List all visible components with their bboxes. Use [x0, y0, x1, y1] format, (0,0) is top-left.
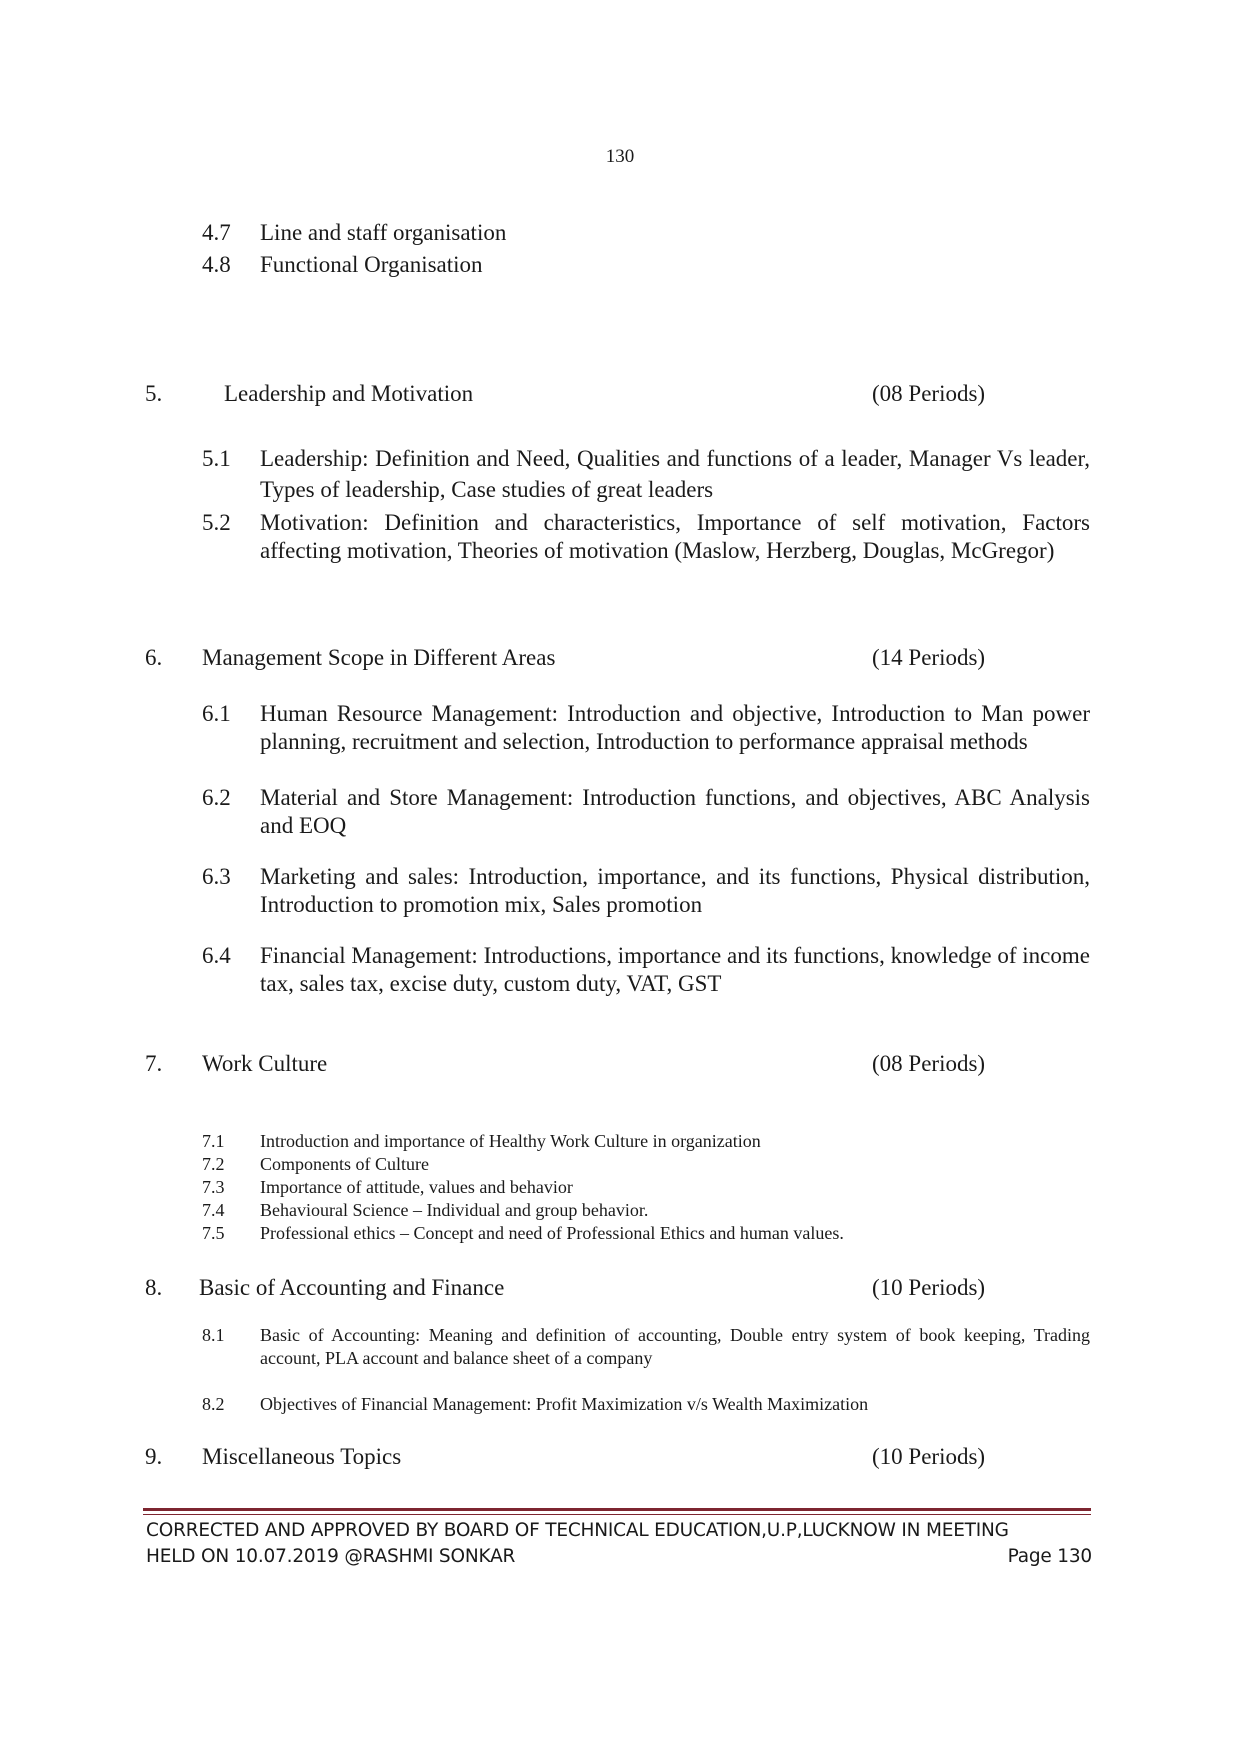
item-text: Basic of Accounting: Meaning and definition of accounting, Double entry system of book keeping, Trading account, PLA account and balance sheet of a company: [260, 1325, 1090, 1368]
section-title: Management Scope in Different Areas: [202, 645, 556, 670]
footer-line-1: CORRECTED AND APPROVED BY BOARD OF TECHNICAL EDUCATION,U.P,LUCKNOW IN MEETING: [146, 1520, 1009, 1541]
section-title: Leadership and Motivation: [224, 381, 474, 406]
item-number: 8.2: [202, 1394, 225, 1414]
item-number: 6.1: [202, 701, 231, 726]
item-number: 6.4: [202, 943, 231, 968]
item-number: 6.2: [202, 785, 231, 810]
list-item: [202, 1153, 1090, 1176]
item-number: 5.1: [202, 446, 231, 471]
list-item: [202, 1199, 1090, 1222]
item-text: Behavioural Science – Individual and group behavior.: [260, 1200, 649, 1220]
item-text: Objectives of Financial Management: Profit Maximization v/s Wealth Maximization: [260, 1394, 869, 1414]
item-number: 4.7: [202, 220, 231, 245]
item-number: 7.2: [202, 1154, 225, 1174]
item-number: 8.1: [202, 1325, 225, 1345]
section-periods: (10 Periods): [872, 1275, 986, 1300]
footer-line-2: [146, 1546, 1092, 1567]
section-periods: (14 Periods): [872, 645, 986, 670]
list-item: [202, 1176, 1090, 1199]
item-text: Leadership: Definition and Need, Qualities and functions of a leader, Manager Vs leader, Types of leadership, Case studies of great leaders: [260, 446, 1090, 502]
list-item: [202, 1222, 1090, 1245]
section-title: Basic of Accounting and Finance: [199, 1275, 505, 1300]
page-number: 130: [605, 146, 635, 167]
item-number: 7.4: [202, 1200, 225, 1220]
item-text: Motivation: Definition and characteristics, Importance of self motivation, Factors affecting motivation, Theories of motivation (Maslow, Herzberg, Douglas, McGregor): [260, 510, 1090, 563]
item-text: Functional Organisation: [260, 252, 483, 277]
list-item: [202, 700, 1090, 756]
item-text: Components of Culture: [260, 1154, 429, 1174]
list-item: [202, 784, 1090, 840]
item-number: 7.5: [202, 1223, 225, 1243]
item-text: Introduction and importance of Healthy Work Culture in organization: [260, 1131, 761, 1151]
item-number: 5.2: [202, 510, 231, 535]
list-item: [202, 252, 483, 278]
list-item: [202, 863, 1090, 919]
item-number: 7.1: [202, 1131, 225, 1151]
list-item: [202, 220, 506, 246]
section-title: Work Culture: [202, 1051, 328, 1076]
list-item: [202, 1130, 1090, 1153]
item-text: Importance of attitude, values and behavior: [260, 1177, 573, 1197]
item-text: Marketing and sales: Introduction, importance, and its functions, Physical distribution, Introduction to promotion mix, Sales promotion: [260, 864, 1090, 917]
section-number: 6.: [145, 645, 163, 670]
item-number: 7.3: [202, 1177, 225, 1197]
item-text: Human Resource Management: Introduction and objective, Introduction to Man power planning, recruitment and selection, Introduction to performance appraisal methods: [260, 701, 1090, 754]
footer-divider: [143, 1508, 1091, 1511]
footer-credit: HELD ON 10.07.2019 @RASHMI SONKAR: [146, 1546, 516, 1567]
section-periods: (08 Periods): [872, 1051, 986, 1076]
section-number: 7.: [145, 1051, 163, 1076]
section-title: Miscellaneous Topics: [202, 1444, 402, 1469]
list-item: [202, 1393, 1090, 1416]
item-text: Line and staff organisation: [260, 220, 507, 245]
section-number: 5.: [145, 381, 163, 406]
section-number: 9.: [145, 1444, 163, 1469]
item-text: Professional ethics – Concept and need of Professional Ethics and human values.: [260, 1223, 844, 1243]
list-item: [202, 1324, 1090, 1370]
list-item: [202, 443, 1090, 505]
section-periods: (08 Periods): [872, 381, 986, 406]
list-item: [202, 942, 1090, 998]
item-number: 6.3: [202, 864, 231, 889]
item-text: Financial Management: Introductions, importance and its functions, knowledge of income tax, sales tax, excise duty, custom duty, VAT, GST: [260, 943, 1090, 996]
item-text: Material and Store Management: Introduction functions, and objectives, ABC Analysis and EOQ: [260, 785, 1090, 838]
footer-page-label: Page 130: [1007, 1546, 1092, 1567]
footer-divider-thin: [143, 1514, 1091, 1515]
section-periods: (10 Periods): [872, 1444, 986, 1469]
item-number: 4.8: [202, 252, 231, 277]
section-number: 8.: [145, 1275, 163, 1300]
list-item: [202, 509, 1090, 565]
